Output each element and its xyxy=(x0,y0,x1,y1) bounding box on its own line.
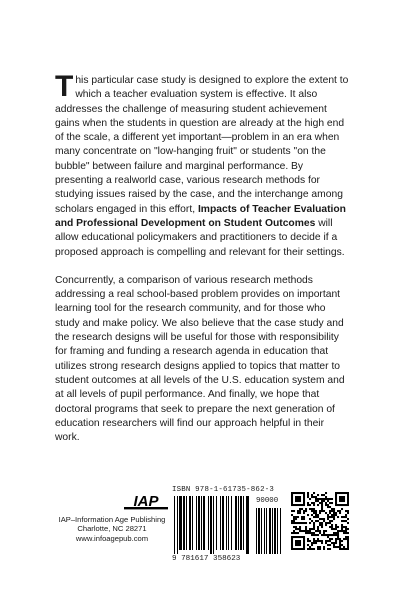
isbn-label: ISBN 978-1-61735-862-3 xyxy=(172,486,274,494)
ean-digits: 9 781617 358623 xyxy=(172,555,241,563)
drop-cap: T xyxy=(55,70,74,103)
publisher-name: IAP–Information Age Publishing xyxy=(58,515,166,524)
blurb-paragraph-1-ending: will allow educational policymakers and practitioners to decide if a proposed approach is compelling and relevant for their settings. xyxy=(55,217,345,258)
publisher-website: www.infoagepub.com xyxy=(75,533,149,543)
publisher-logo xyxy=(122,492,170,512)
isbn-barcode xyxy=(172,486,286,566)
publisher-logo-text: IAP xyxy=(133,493,159,510)
qr-code-icon xyxy=(291,492,349,550)
cover-blurb xyxy=(55,70,351,445)
price-code: 90000 xyxy=(256,497,279,505)
blurb-paragraph-1-text: his particular case study is designed to explore the extent to which a teacher evaluation system is effective. It also addresses the challenge of measuring student achievement gains when the students in question are already at the high end of the scale, a different yet important—problem in an era when many concentrate on "low-hanging fruit" or students "on the bubble" between failure and marginal performance. By presenting a realworld case, various research methods for studying issues raised by the case, and the interchange among scholars engaged in this effort, xyxy=(55,75,349,215)
blurb-paragraph-1 xyxy=(55,70,351,260)
publisher-info xyxy=(52,515,172,543)
blurb-paragraph-2: Concurrently, a comparison of various research methods addressing a real school-based problem provides on important learning tool for the research community, and for those who study and make policy. We also believe that the case study and the research designs will be useful for those with responsibility for framing and funding a research agenda in education that utilizes strong research designs applied to topics that matter to student outcomes at all levels of the U.S. education system and at all levels of pupil performance. And finally, we hope that doctoral programs that seek to prepare the next generation of education researchers will find our approach helpful in their work. xyxy=(55,274,345,444)
book-title: Impacts of Teacher Evaluation and Professional Development on Student Outcomes xyxy=(55,203,346,229)
publisher-address: Charlotte, NC 28271 xyxy=(77,524,147,534)
